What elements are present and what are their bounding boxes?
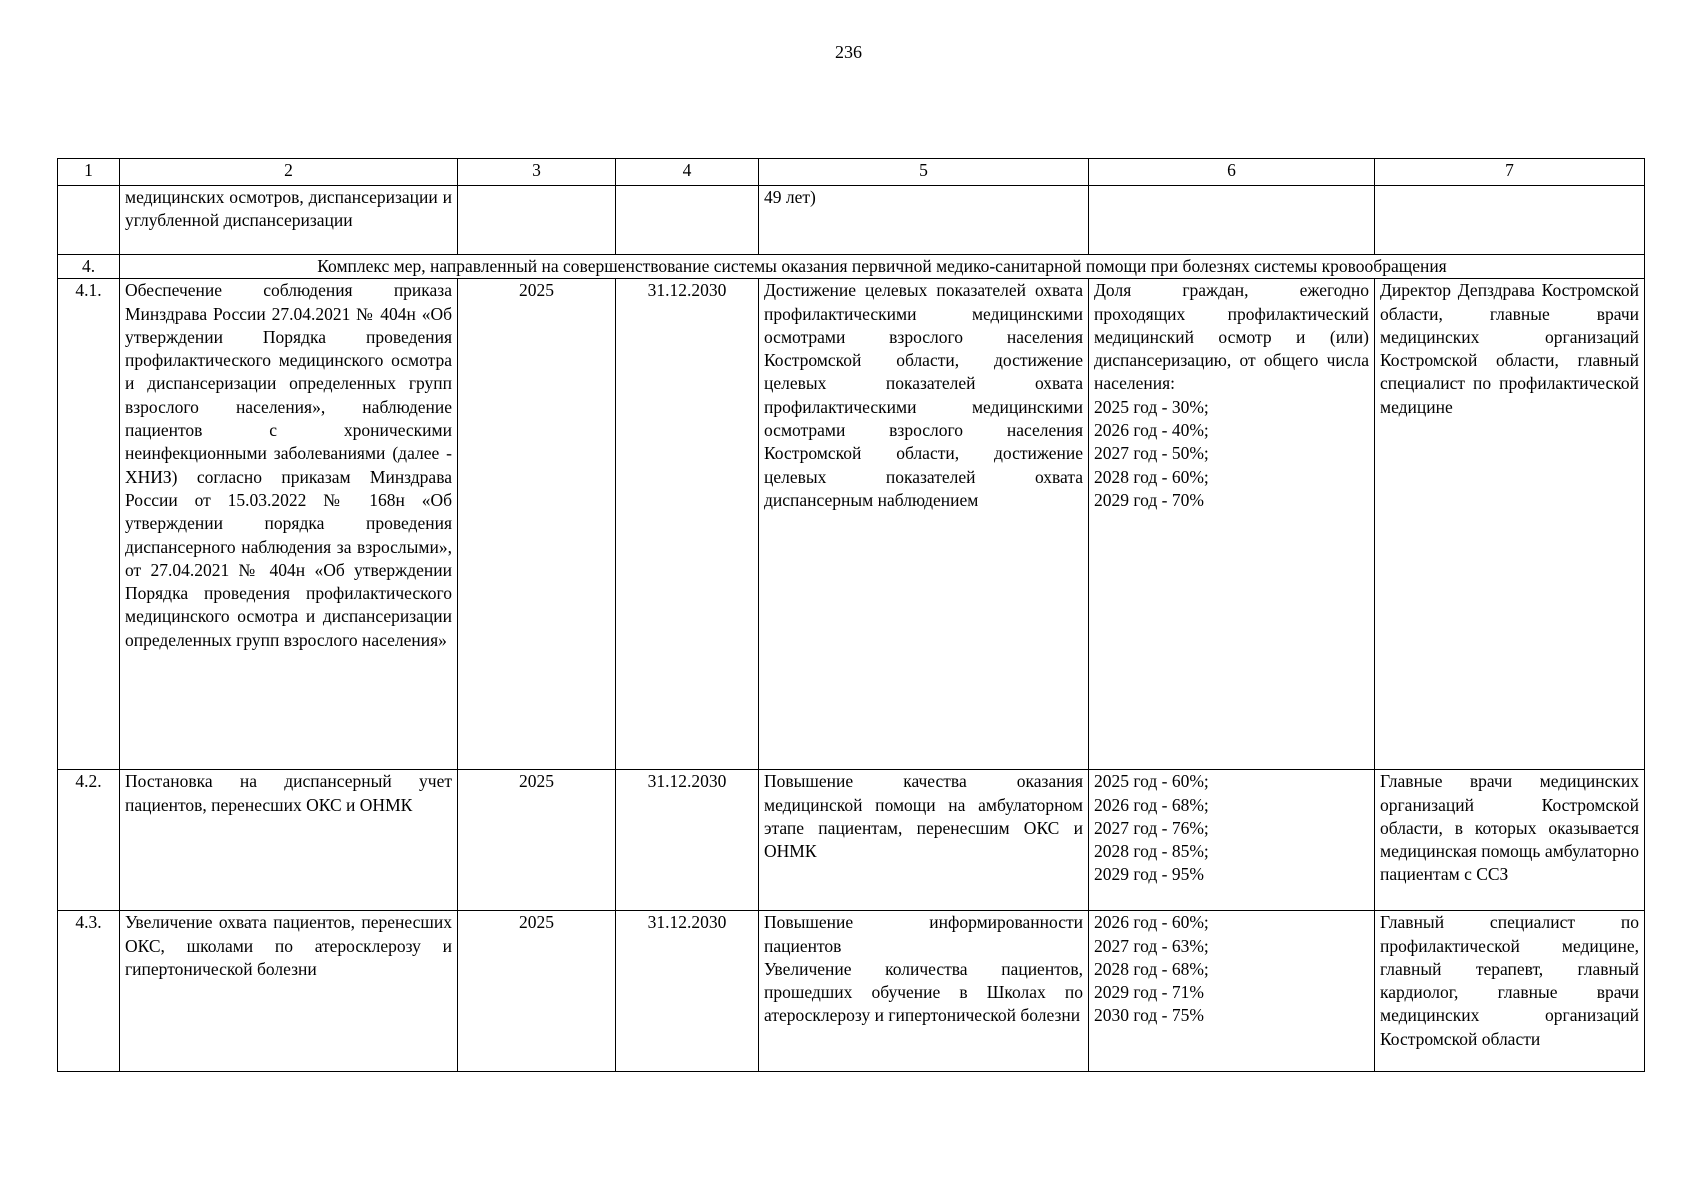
result-cell: Достижение целевых показателей охвата профилактическими медицинскими осмотрами взрослого населения Костромской области, достижение целевых показателей охвата профилактическими медицинскими осмотрами взрослого населения Костромской области, достижение целевых показателей охвата диспансерным наблюдением <box>759 279 1089 770</box>
responsible-cell: Директор Депздрава Костромской области, главные врачи медицинских организаций Костромской области, главный специалист по профилактической медицине <box>1375 279 1645 770</box>
table-cell <box>616 186 759 255</box>
measures-table <box>57 158 1645 1072</box>
column-header: 2 <box>120 159 458 186</box>
responsible-cell: Главные врачи медицинских организаций Костромской области, в которых оказывается медицинская помощь амбулаторно пациентам с ССЗ <box>1375 770 1645 911</box>
column-header: 6 <box>1089 159 1375 186</box>
column-header: 7 <box>1375 159 1645 186</box>
start-year-cell: 2025 <box>458 279 616 770</box>
column-header-row <box>58 159 1645 186</box>
measure-cell: Обеспечение соблюдения приказа Минздрава России 27.04.2021 № 404н «Об утверждении Порядка проведения профилактического медицинского осмотра и диспансеризации определенных групп взрослого населения», наблюдение пациентов с хроническими неинфекционными заболеваниями (далее - ХНИЗ) согласно приказам Минздрава России от 15.03.2022 № 168н «Об утверждении порядка проведения диспансерного наблюдения за взрослыми», от 27.04.2021 № 404н «Об утверждении Порядка проведения профилактического медицинского осмотра и диспансеризации определенных групп взрослого населения» <box>120 279 458 770</box>
table-cell <box>458 186 616 255</box>
indicator-cell: 2025 год - 60%; 2026 год - 68%; 2027 год - 76%; 2028 год - 85%; 2029 год - 95% <box>1089 770 1375 911</box>
indicator-cell: Доля граждан, ежегодно проходящих профилактический медицинский осмотр и (или) диспансеризацию, от общего числа населения: 2025 год - 30%; 2026 год - 40%; 2027 год - 50%; 2028 год - 60%; 2029 год - 70% <box>1089 279 1375 770</box>
column-header: 5 <box>759 159 1089 186</box>
table-row <box>58 911 1645 1072</box>
end-date-cell: 31.12.2030 <box>616 911 759 1072</box>
result-cell: Повышение качества оказания медицинской помощи на амбулаторном этапе пациентам, перенесшим ОКС и ОНМК <box>759 770 1089 911</box>
row-number: 4.1. <box>58 279 120 770</box>
measure-cell: медицинских осмотров, диспансеризации и углубленной диспансеризации <box>120 186 458 255</box>
end-date-cell: 31.12.2030 <box>616 279 759 770</box>
table-row <box>58 770 1645 911</box>
result-cell: Повышение информированности пациентов Увеличение количества пациентов, прошедших обучение в Школах по атеросклерозу и гипертонической болезни <box>759 911 1089 1072</box>
responsible-cell: Главный специалист по профилактической медицине, главный терапевт, главный кардиолог, главные врачи медицинских организаций Костромской области <box>1375 911 1645 1072</box>
measure-cell: Постановка на диспансерный учет пациентов, перенесших ОКС и ОНМК <box>120 770 458 911</box>
column-header: 3 <box>458 159 616 186</box>
row-number: 4.2. <box>58 770 120 911</box>
table-row <box>58 279 1645 770</box>
section-title: Комплекс мер, направленный на совершенствование системы оказания первичной медико-санитарной помощи при болезнях системы кровообращения <box>120 255 1645 279</box>
table-cell <box>58 186 120 255</box>
page-number: 236 <box>835 42 862 62</box>
column-header: 4 <box>616 159 759 186</box>
section-number: 4. <box>58 255 120 279</box>
table-cell <box>1089 186 1375 255</box>
indicator-cell: 2026 год - 60%; 2027 год - 63%; 2028 год - 68%; 2029 год - 71% 2030 год - 75% <box>1089 911 1375 1072</box>
row-number: 4.3. <box>58 911 120 1072</box>
column-header: 1 <box>58 159 120 186</box>
section-row <box>58 255 1645 279</box>
start-year-cell: 2025 <box>458 911 616 1072</box>
continuation-row <box>58 186 1645 255</box>
start-year-cell: 2025 <box>458 770 616 911</box>
measure-cell: Увеличение охвата пациентов, перенесших ОКС, школами по атеросклерозу и гипертонической болезни <box>120 911 458 1072</box>
table-cell <box>1375 186 1645 255</box>
end-date-cell: 31.12.2030 <box>616 770 759 911</box>
result-cell: 49 лет) <box>759 186 1089 255</box>
